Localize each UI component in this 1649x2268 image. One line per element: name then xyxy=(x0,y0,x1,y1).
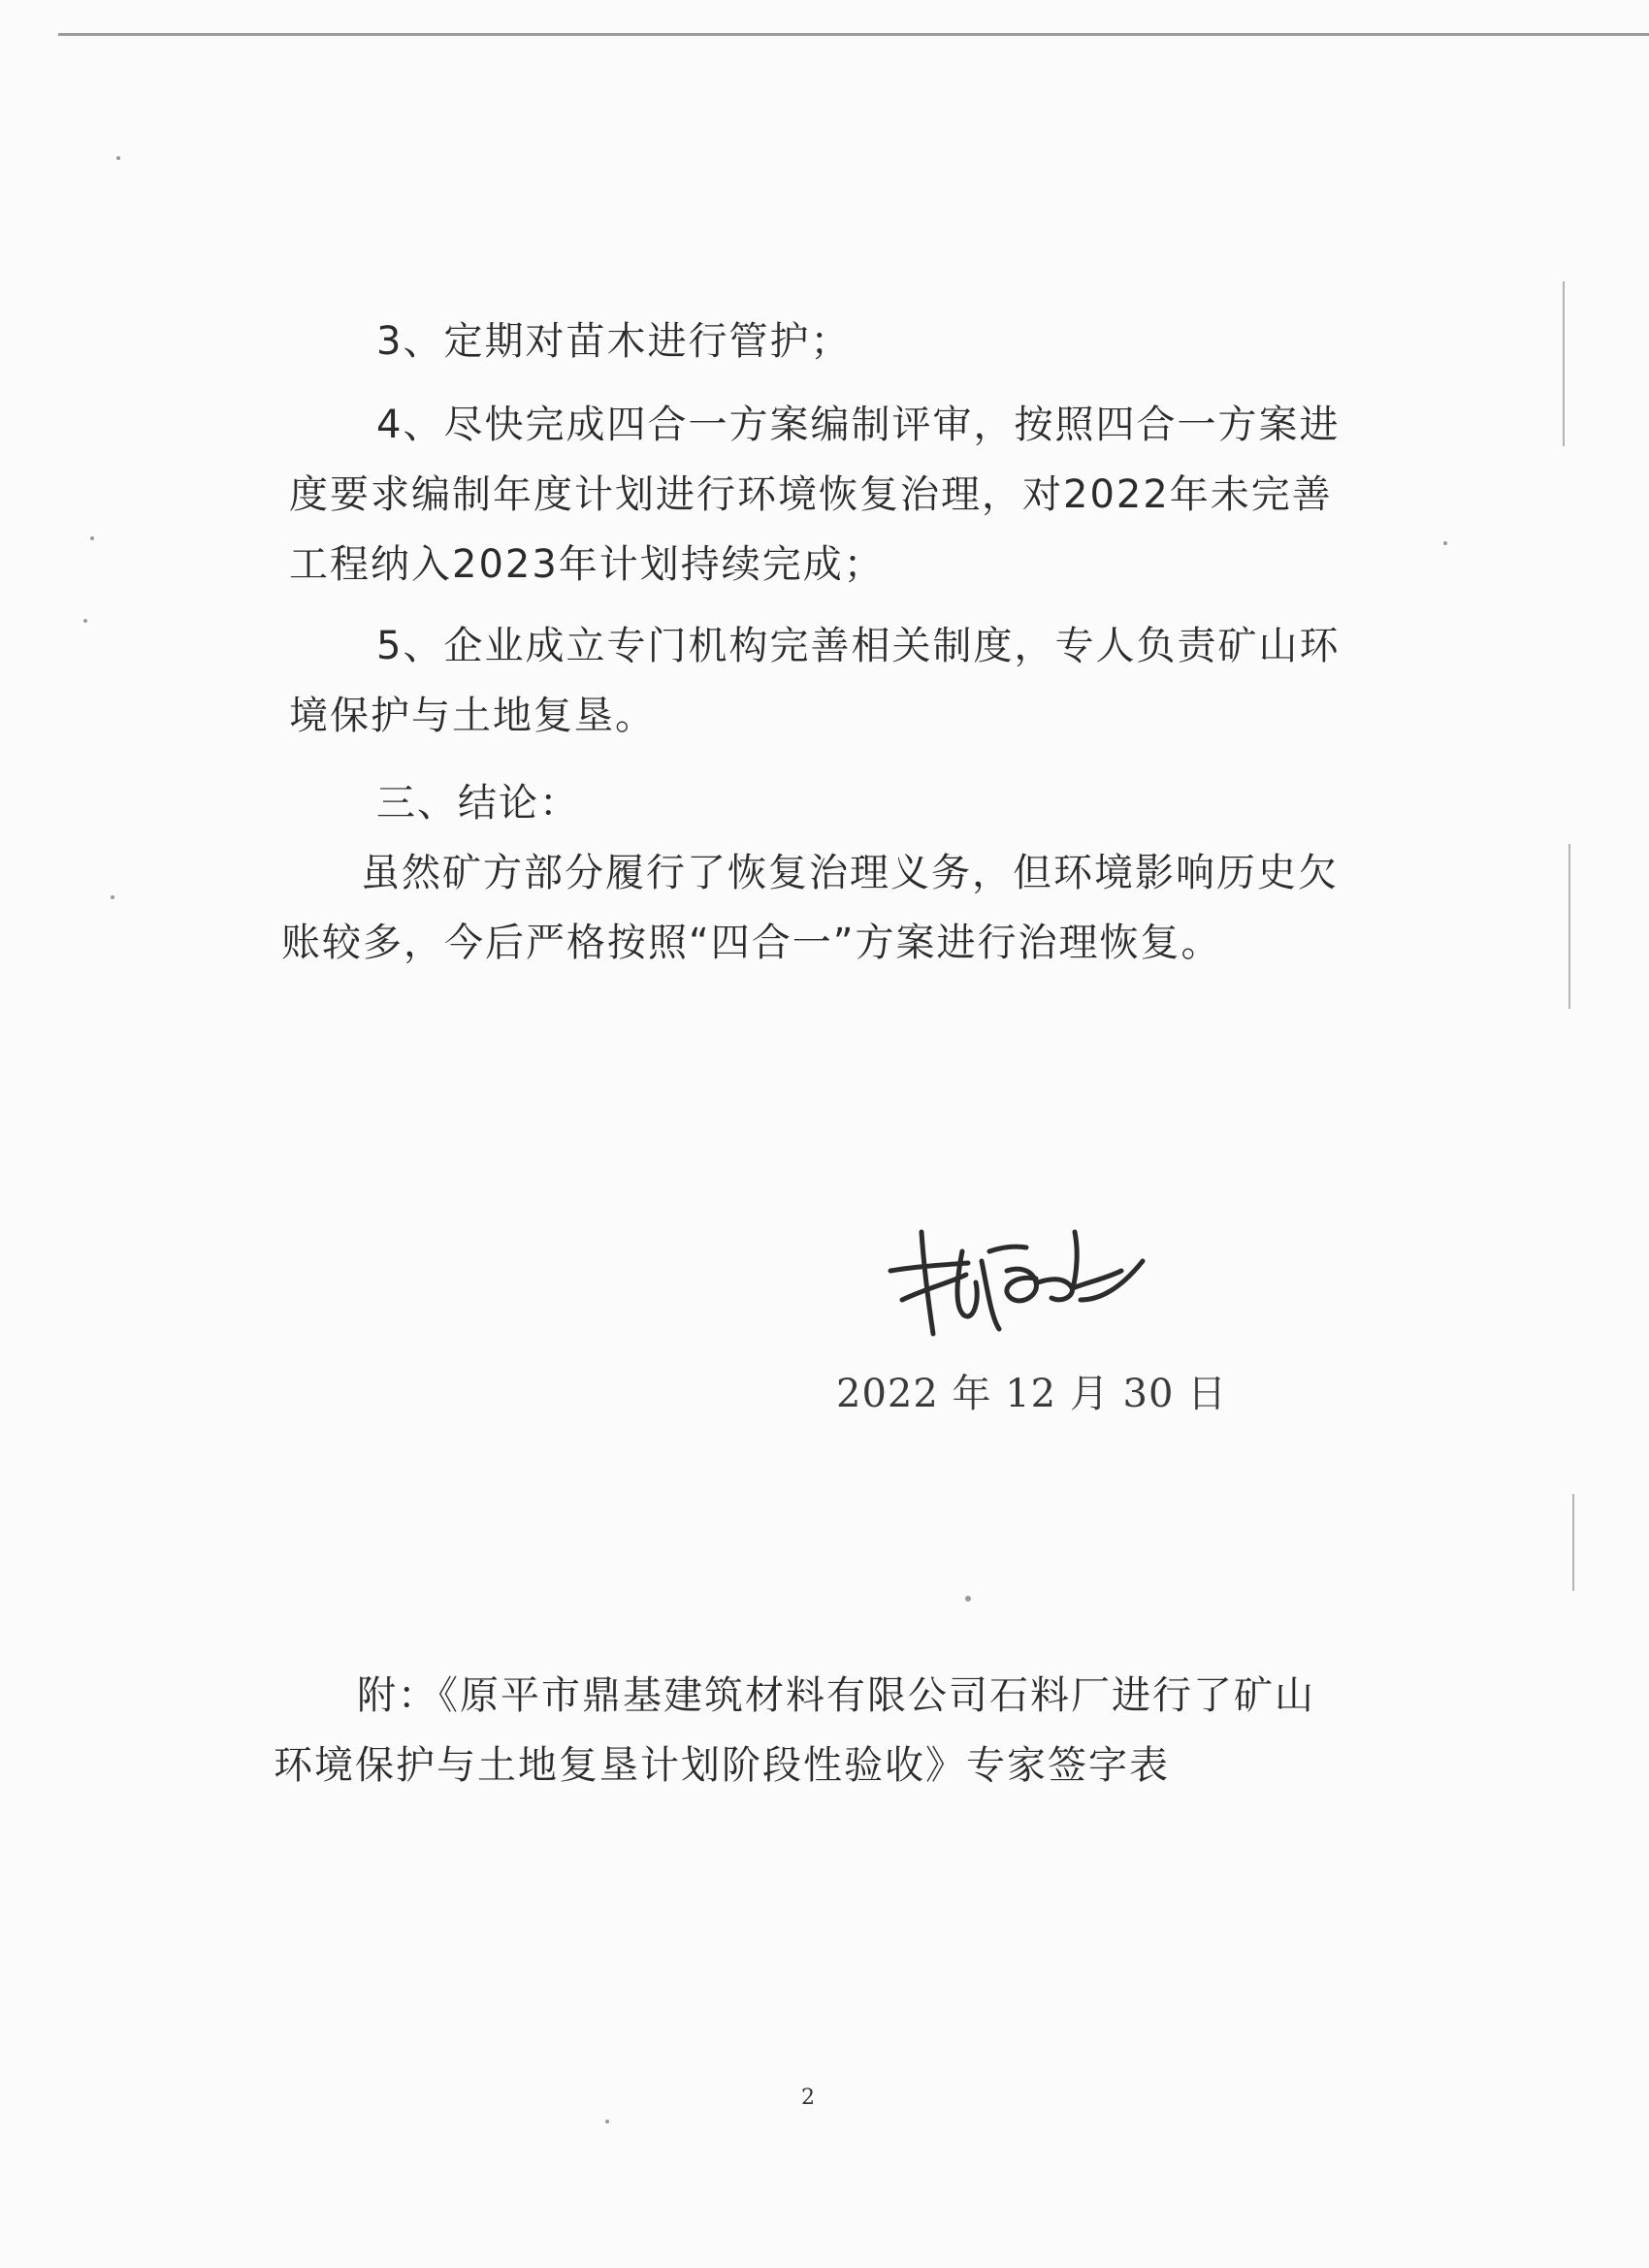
conclusion-line-2: 账较多，今后严格按照“四合一”方案进行治理恢复。 xyxy=(281,921,1222,965)
attachment-line-2: 环境保护与土地复垦计划阶段性验收》专家签字表 xyxy=(274,1743,1170,1788)
item-5-line-1: 5、企业成立专门机构完善相关制度，专人负责矿山环 xyxy=(376,624,1341,668)
attachment-line-1: 附：《原平市鼎基建筑材料有限公司石料厂进行了矿山 xyxy=(357,1673,1315,1718)
handwritten-signature xyxy=(873,1193,1164,1377)
item-4-line-2: 度要求编制年度计划进行环境恢复治理，对2022年未完善 xyxy=(289,472,1333,517)
page-number: 2 xyxy=(801,2086,815,2110)
item-3-line: 3、定期对苗木进行管护； xyxy=(376,319,852,364)
item-4-line-3: 工程纳入2023年计划持续完成； xyxy=(289,542,885,587)
conclusion-line-1: 虽然矿方部分履行了恢复治理义务，但环境影响历史欠 xyxy=(361,851,1339,895)
document-date: 2022 年 12 月 30 日 xyxy=(836,1372,1228,1416)
item-4-line-1: 4、尽快完成四合一方案编制评审，按照四合一方案进 xyxy=(376,403,1341,447)
item-5-line-2: 境保护与土地复垦。 xyxy=(289,694,656,738)
top-rule xyxy=(58,33,1649,36)
conclusion-heading: 三、结论： xyxy=(376,781,580,826)
